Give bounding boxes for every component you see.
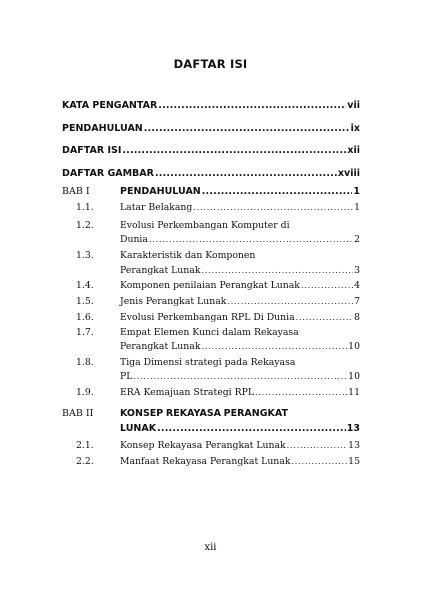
section-title-line1: Evolusi Perkembangan Komputer di bbox=[120, 220, 290, 231]
toc-section-1-3[interactable] bbox=[120, 265, 360, 276]
toc-section-2-1[interactable] bbox=[120, 440, 360, 451]
chapter-page: 1 bbox=[353, 186, 360, 197]
entry-page: ix bbox=[350, 123, 360, 134]
dot-leader bbox=[201, 341, 347, 352]
chapter-title-word: PERANGKAT bbox=[223, 408, 288, 419]
section-title: Evolusi Perkembangan RPL Di Dunia bbox=[120, 312, 295, 323]
page-title: DAFTAR ISI bbox=[173, 57, 248, 71]
entry-page: xii bbox=[347, 145, 360, 156]
section-title-line2: Perangkat Lunak bbox=[120, 265, 201, 276]
toc-section-1-1[interactable] bbox=[120, 202, 360, 213]
entry-page: xviii bbox=[337, 168, 360, 179]
chapter-title-word: KONSEP bbox=[120, 408, 164, 419]
section-page: 7 bbox=[354, 296, 360, 307]
section-number: 1.6. bbox=[76, 312, 94, 323]
section-number: 1.9. bbox=[76, 387, 94, 398]
section-title: Komponen penilaian Perangkat Lunak bbox=[120, 280, 300, 291]
section-title: Jenis Perangkat Lunak bbox=[120, 296, 227, 307]
section-number: 1.7. bbox=[76, 327, 94, 338]
section-page: 2 bbox=[354, 234, 360, 245]
toc-chapter-pendahuluan[interactable] bbox=[120, 186, 360, 197]
chapter-page: 13 bbox=[346, 423, 360, 434]
dot-leader bbox=[287, 440, 347, 451]
entry-label: DAFTAR ISI bbox=[62, 145, 122, 156]
section-page: 10 bbox=[348, 371, 360, 382]
chapter-number: BAB II bbox=[62, 408, 94, 419]
dot-leader bbox=[157, 423, 346, 434]
dot-leader bbox=[255, 387, 347, 398]
section-title: Latar Belakang bbox=[120, 202, 193, 213]
toc-section-1-5[interactable] bbox=[120, 296, 360, 307]
page-number-footer: xii bbox=[204, 542, 217, 553]
section-number: 2.2. bbox=[76, 456, 94, 467]
toc-section-1-6[interactable] bbox=[120, 312, 360, 323]
entry-page: vii bbox=[347, 100, 360, 111]
chapter-title-word: REKAYASA bbox=[165, 408, 222, 419]
dot-leader bbox=[122, 145, 346, 156]
chapter-title: PENDAHULUAN bbox=[120, 186, 201, 197]
toc-chapter-konsep-rpl[interactable] bbox=[120, 423, 360, 434]
section-title-line2: PL bbox=[120, 371, 133, 382]
section-page: 1 bbox=[354, 202, 360, 213]
section-title-line2: Dunia bbox=[120, 234, 148, 245]
toc-entry-kata-pengantar[interactable] bbox=[62, 100, 360, 111]
toc-entry-pendahuluan[interactable] bbox=[62, 123, 360, 134]
toc-entry-daftar-gambar[interactable] bbox=[62, 168, 360, 179]
section-title-line1: Karakteristik dan Komponen bbox=[120, 250, 256, 261]
dot-leader bbox=[193, 202, 353, 213]
toc-section-1-7[interactable] bbox=[120, 341, 360, 352]
dot-leader bbox=[158, 100, 346, 111]
section-page: 8 bbox=[354, 312, 360, 323]
dot-leader bbox=[202, 186, 353, 197]
toc-section-1-9[interactable] bbox=[120, 387, 360, 398]
section-title: Konsep Rekayasa Perangkat Lunak bbox=[120, 440, 286, 451]
section-title-line1: Empat Elemen Kunci dalam Rekayasa bbox=[120, 327, 299, 338]
dot-leader bbox=[301, 280, 353, 291]
toc-section-2-2[interactable] bbox=[120, 456, 360, 467]
entry-label: DAFTAR GAMBAR bbox=[62, 168, 154, 179]
toc-entry-daftar-isi[interactable] bbox=[62, 145, 360, 156]
dot-leader bbox=[133, 371, 347, 382]
section-number: 2.1. bbox=[76, 440, 94, 451]
section-title: ERA Kemajuan Strategi RPL bbox=[120, 387, 255, 398]
section-title: Manfaat Rekayasa Perangkat Lunak bbox=[120, 456, 291, 467]
chapter-title-line2: LUNAK bbox=[120, 423, 157, 434]
section-page: 11 bbox=[348, 387, 360, 398]
section-page: 13 bbox=[348, 440, 360, 451]
section-page: 3 bbox=[354, 265, 360, 276]
dot-leader bbox=[144, 123, 350, 134]
dot-leader bbox=[201, 265, 353, 276]
toc-section-1-8[interactable] bbox=[120, 371, 360, 382]
section-number: 1.1. bbox=[76, 202, 94, 213]
section-page: 4 bbox=[354, 280, 360, 291]
section-number: 1.3. bbox=[76, 250, 94, 261]
dot-leader bbox=[296, 312, 353, 323]
section-number: 1.2. bbox=[76, 220, 94, 231]
dot-leader bbox=[227, 296, 353, 307]
section-number: 1.5. bbox=[76, 296, 94, 307]
section-number: 1.4. bbox=[76, 280, 94, 291]
chapter-title-line1 bbox=[120, 408, 288, 419]
toc-section-1-2[interactable] bbox=[120, 234, 360, 245]
toc-section-1-4[interactable] bbox=[120, 280, 360, 291]
dot-leader bbox=[155, 168, 337, 179]
dot-leader bbox=[149, 234, 353, 245]
entry-label: PENDAHULUAN bbox=[62, 123, 143, 134]
section-title-line1: Tiga Dimensi strategi pada Rekayasa bbox=[120, 357, 296, 368]
chapter-number: BAB I bbox=[62, 186, 90, 197]
section-page: 15 bbox=[348, 456, 360, 467]
section-page: 10 bbox=[348, 341, 360, 352]
section-number: 1.8. bbox=[76, 357, 94, 368]
entry-label: KATA PENGANTAR bbox=[62, 100, 158, 111]
section-title-line2: Perangkat Lunak bbox=[120, 341, 201, 352]
dot-leader bbox=[291, 456, 347, 467]
